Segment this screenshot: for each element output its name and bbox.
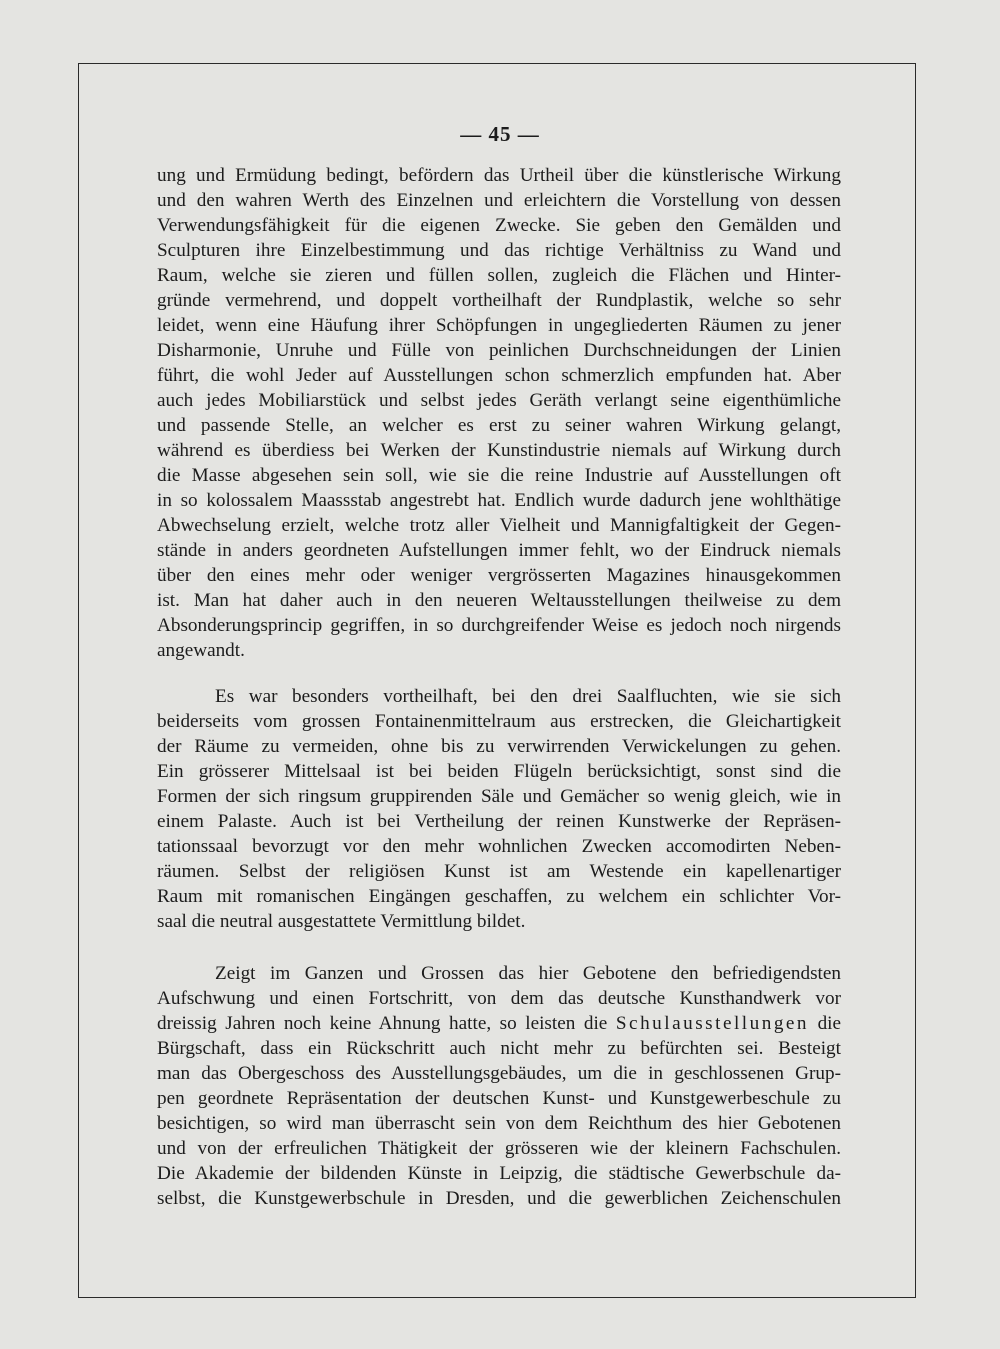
text-line: stände in anders geordneten Aufstellungen immer fehlt, wo der Eindruck niemals: [157, 540, 841, 561]
text-line: selbst, die Kunstgewerbschule in Dresden, und die gewerblichen Zeichenschulen: [157, 1188, 841, 1209]
text-line: angewandt.: [157, 640, 245, 661]
text-line: und passende Stelle, an welcher es erst zu seiner wahren Wirkung gelangt,: [157, 415, 841, 436]
text-line: beiderseits vom grossen Fontainenmittelraum aus erstrecken, die Gleichartigkeit: [157, 711, 841, 732]
text-line: führt, die wohl Jeder auf Ausstellungen schon schmerzlich empfunden hat. Aber: [157, 365, 841, 386]
text-line: Abwechselung erzielt, welche trotz aller Vielheit und Mannigfaltigkeit der Gegen-: [157, 515, 841, 536]
page-number: — 45 —: [460, 122, 540, 146]
text-segment: dreissig Jahren noch keine Ahnung hatte, so leisten die: [157, 1013, 608, 1034]
text-line: Disharmonie, Unruhe und Fülle von peinlichen Durchschneidungen der Linien: [157, 340, 841, 361]
text-line: ung und Ermüdung bedingt, befördern das Urtheil über die künstlerische Wirkung: [157, 165, 841, 186]
text-line: tationssaal bevorzugt vor den mehr wohnlichen Zwecken accomodirten Neben-: [157, 836, 841, 857]
text-line: während es überdiess bei Werken der Kunstindustrie niemals auf Wirkung durch: [157, 440, 841, 461]
text-line: Absonderungsprincip gegriffen, in so durchgreifender Weise es jedoch noch nirgends: [157, 615, 841, 636]
text-line: auch jedes Mobiliarstück und selbst jedes Geräth verlangt seine eigenthümliche: [157, 390, 841, 411]
text-line: der Räume zu vermeiden, ohne bis zu verwirrenden Verwickelungen zu gehen.: [157, 736, 841, 757]
text-line: Raum, welche sie zieren und füllen sollen, zugleich die Flächen und Hinter-: [157, 265, 841, 286]
text-segment: die: [817, 1013, 842, 1034]
text-line: saal die neutral ausgestattete Vermittlung bildet.: [157, 911, 526, 932]
emphasized-term: Schulausstellungen: [615, 1013, 810, 1034]
text-line: Sculpturen ihre Einzelbestimmung und das richtige Verhältniss zu Wand und: [157, 240, 841, 261]
text-line: einem Palaste. Auch ist bei Vertheilung der reinen Kunstwerke der Repräsen-: [157, 811, 841, 832]
text-line: in so kolossalem Maassstab angestrebt hat. Endlich wurde dadurch jene wohlthätige: [157, 490, 841, 511]
text-line: Raum mit romanischen Eingängen geschaffen, zu welchem ein schlichter Vor-: [157, 886, 841, 907]
text-line: räumen. Selbst der religiösen Kunst ist am Westende ein kapellenartiger: [157, 861, 841, 882]
text-line: [157, 1211, 841, 1237]
text-line: Zeigt im Ganzen und Grossen das hier Gebotene den befriedigendsten: [215, 963, 841, 984]
text-line: pen geordnete Repräsentation der deutschen Kunst- und Kunstgewerbeschule zu: [157, 1088, 841, 1109]
text-line: besichtigen, so wird man überrascht sein von dem Reichthum des hier Gebotenen: [157, 1113, 841, 1134]
text-line: [157, 1011, 841, 1037]
text-line: man das Obergeschoss des Ausstellungsgebäudes, um die in geschlossenen Grup-: [157, 1063, 841, 1084]
text-line: Formen der sich ringsum gruppirenden Säle und Gemächer so wenig gleich, wie in: [157, 786, 841, 807]
text-line: Aufschwung und einen Fortschritt, von dem das deutsche Kunsthandwerk vor: [157, 988, 841, 1009]
text-line: Bürgschaft, dass ein Rückschritt auch nicht mehr zu befürchten sei. Besteigt: [157, 1038, 841, 1059]
text-line: über den eines mehr oder weniger vergrösserten Magazines hinausgekommen: [157, 565, 841, 586]
text-line: Es war besonders vortheilhaft, bei den drei Saalfluchten, wie sie sich: [215, 686, 841, 707]
text-line: Verwendungsfähigkeit für die eigenen Zwecke. Sie geben den Gemälden und: [157, 215, 841, 236]
text-line: Die Akademie der bildenden Künste in Leipzig, die städtische Gewerbschule da-: [157, 1163, 841, 1184]
text-line: und von der erfreulichen Thätigkeit der grösseren wie der kleinern Fachschulen.: [157, 1138, 841, 1159]
text-line: die Masse abgesehen sein soll, wie sie die reine Industrie auf Ausstellungen oft: [157, 465, 841, 486]
text-line: Ein grösserer Mittelsaal ist bei beiden Flügeln berücksichtigt, sonst sind die: [157, 761, 841, 782]
text-line: und den wahren Werth des Einzelnen und erleichtern die Vorstellung von dessen: [157, 190, 841, 211]
text-line: gründe vermehrend, und doppelt vortheilhaft der Rundplastik, welche so sehr: [157, 290, 841, 311]
text-line: leidet, wenn eine Häufung ihrer Schöpfungen in ungegliederten Räumen zu jener: [157, 315, 841, 336]
text-line: ist. Man hat daher auch in den neueren Weltausstellungen theilweise zu dem: [157, 590, 841, 611]
